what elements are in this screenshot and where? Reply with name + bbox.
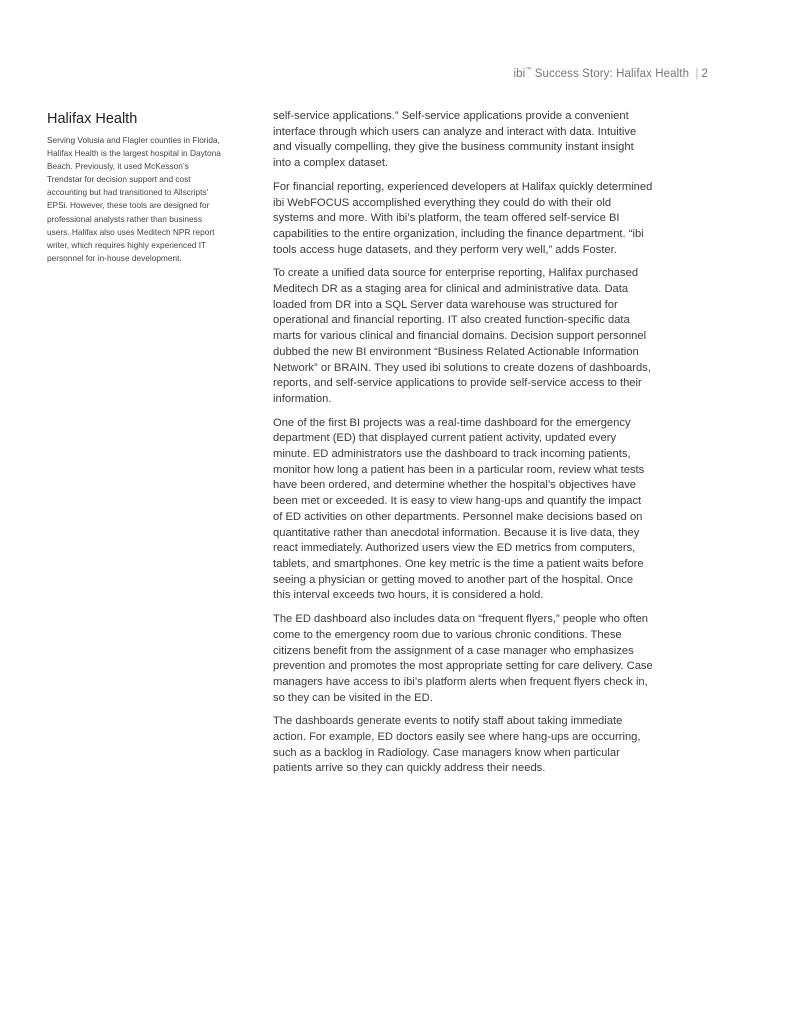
body-paragraph-3: To create a unified data source for enterprise reporting, Halifax purchased Meditech DR as a staging area for clinical and administrative data. Data loaded from DR into a SQL Server data warehouse was structured for operational and financial reporting. IT also created function-specific data marts for various clinical and financial domains. Decision support personnel dubbed the new BI environment “Business Related Actionable Information Network” or BRAIN. They used ibi solutions to create dozens of dashboards, reports, and self-service applications to provide self-service access to their information. xyxy=(273,267,651,405)
body-paragraph-5: The ED dashboard also includes data on “frequent flyers,” people who often come to the emergency room due to various chronic conditions. These citizens benefit from the assignment of a case manager who emphasizes prevention and promotes the most appropriate setting for care delivery. Case managers have access to ibi’s platform alerts when frequent flyers check in, so they can be visited in the ED. xyxy=(273,613,653,704)
main-body xyxy=(273,109,653,785)
body-paragraph-1: self-service applications.” Self-service applications provide a convenient interface through which users can analyze and interact with data. Intuitive and visually compelling, they give the business community instant insight into a complex dataset. xyxy=(273,110,637,170)
header-trademark: ™ xyxy=(525,67,532,73)
sidebar-title: Halifax Health xyxy=(47,111,138,127)
header-separator: | xyxy=(695,68,699,80)
header-brand: ibi xyxy=(513,68,526,80)
page-number: 2 xyxy=(701,68,708,80)
body-paragraph-6: The dashboards generate events to notify staff about taking immediate action. For example, ED doctors easily see where hang-ups are occurring, such as a backlog in Radiology. Case managers know when particular patients arrive so they can quickly address their needs. xyxy=(273,715,641,775)
sidebar xyxy=(47,110,222,265)
body-paragraph-4: One of the first BI projects was a real-time dashboard for the emergency department (ED) that displayed current patient activity, updated every minute. ED administrators use the dashboard to track incoming patients, monitor how long a patient has been in a particular room, review what tests have been ordered, and determine whether the hospital’s objectives have been met or exceeded. It is easy to view hang-ups and quantify the impact of ED activities on other departments. Personnel make decisions based on quantitative rather than anecdotal information. Because it is live data, they react immediately. Authorized users view the ED metrics from computers, tablets, and smartphones. One key metric is the time a patient waits before seeing a physician or getting moved to another part of the hospital. Once this interval exceeds two hours, it is considered a hold. xyxy=(273,416,645,602)
header-title: Success Story: Halifax Health xyxy=(534,68,690,80)
page-header xyxy=(514,68,709,80)
body-paragraph-2: For financial reporting, experienced developers at Halifax quickly determined ibi WebFOCUS accomplished everything they could do with their old systems and more. With ibi’s platform, the team offered self-service BI capabilities to the entire organization, including the finance department. “ibi tools access huge datasets, and they perform very well,” adds Foster. xyxy=(273,180,653,256)
sidebar-text: Serving Volusia and Flagler counties in Florida, Halifax Health is the largest hospital in Daytona Beach. Previously, it used McKesson’s Trendstar for decision support and cost accounting but had transitioned to Allscripts’ EPSi. However, these tools are designed for professional analysts rather than business users. Halifax also uses Meditech NPR report writer, which requires highly experienced IT personnel for in-house development. xyxy=(47,135,221,263)
